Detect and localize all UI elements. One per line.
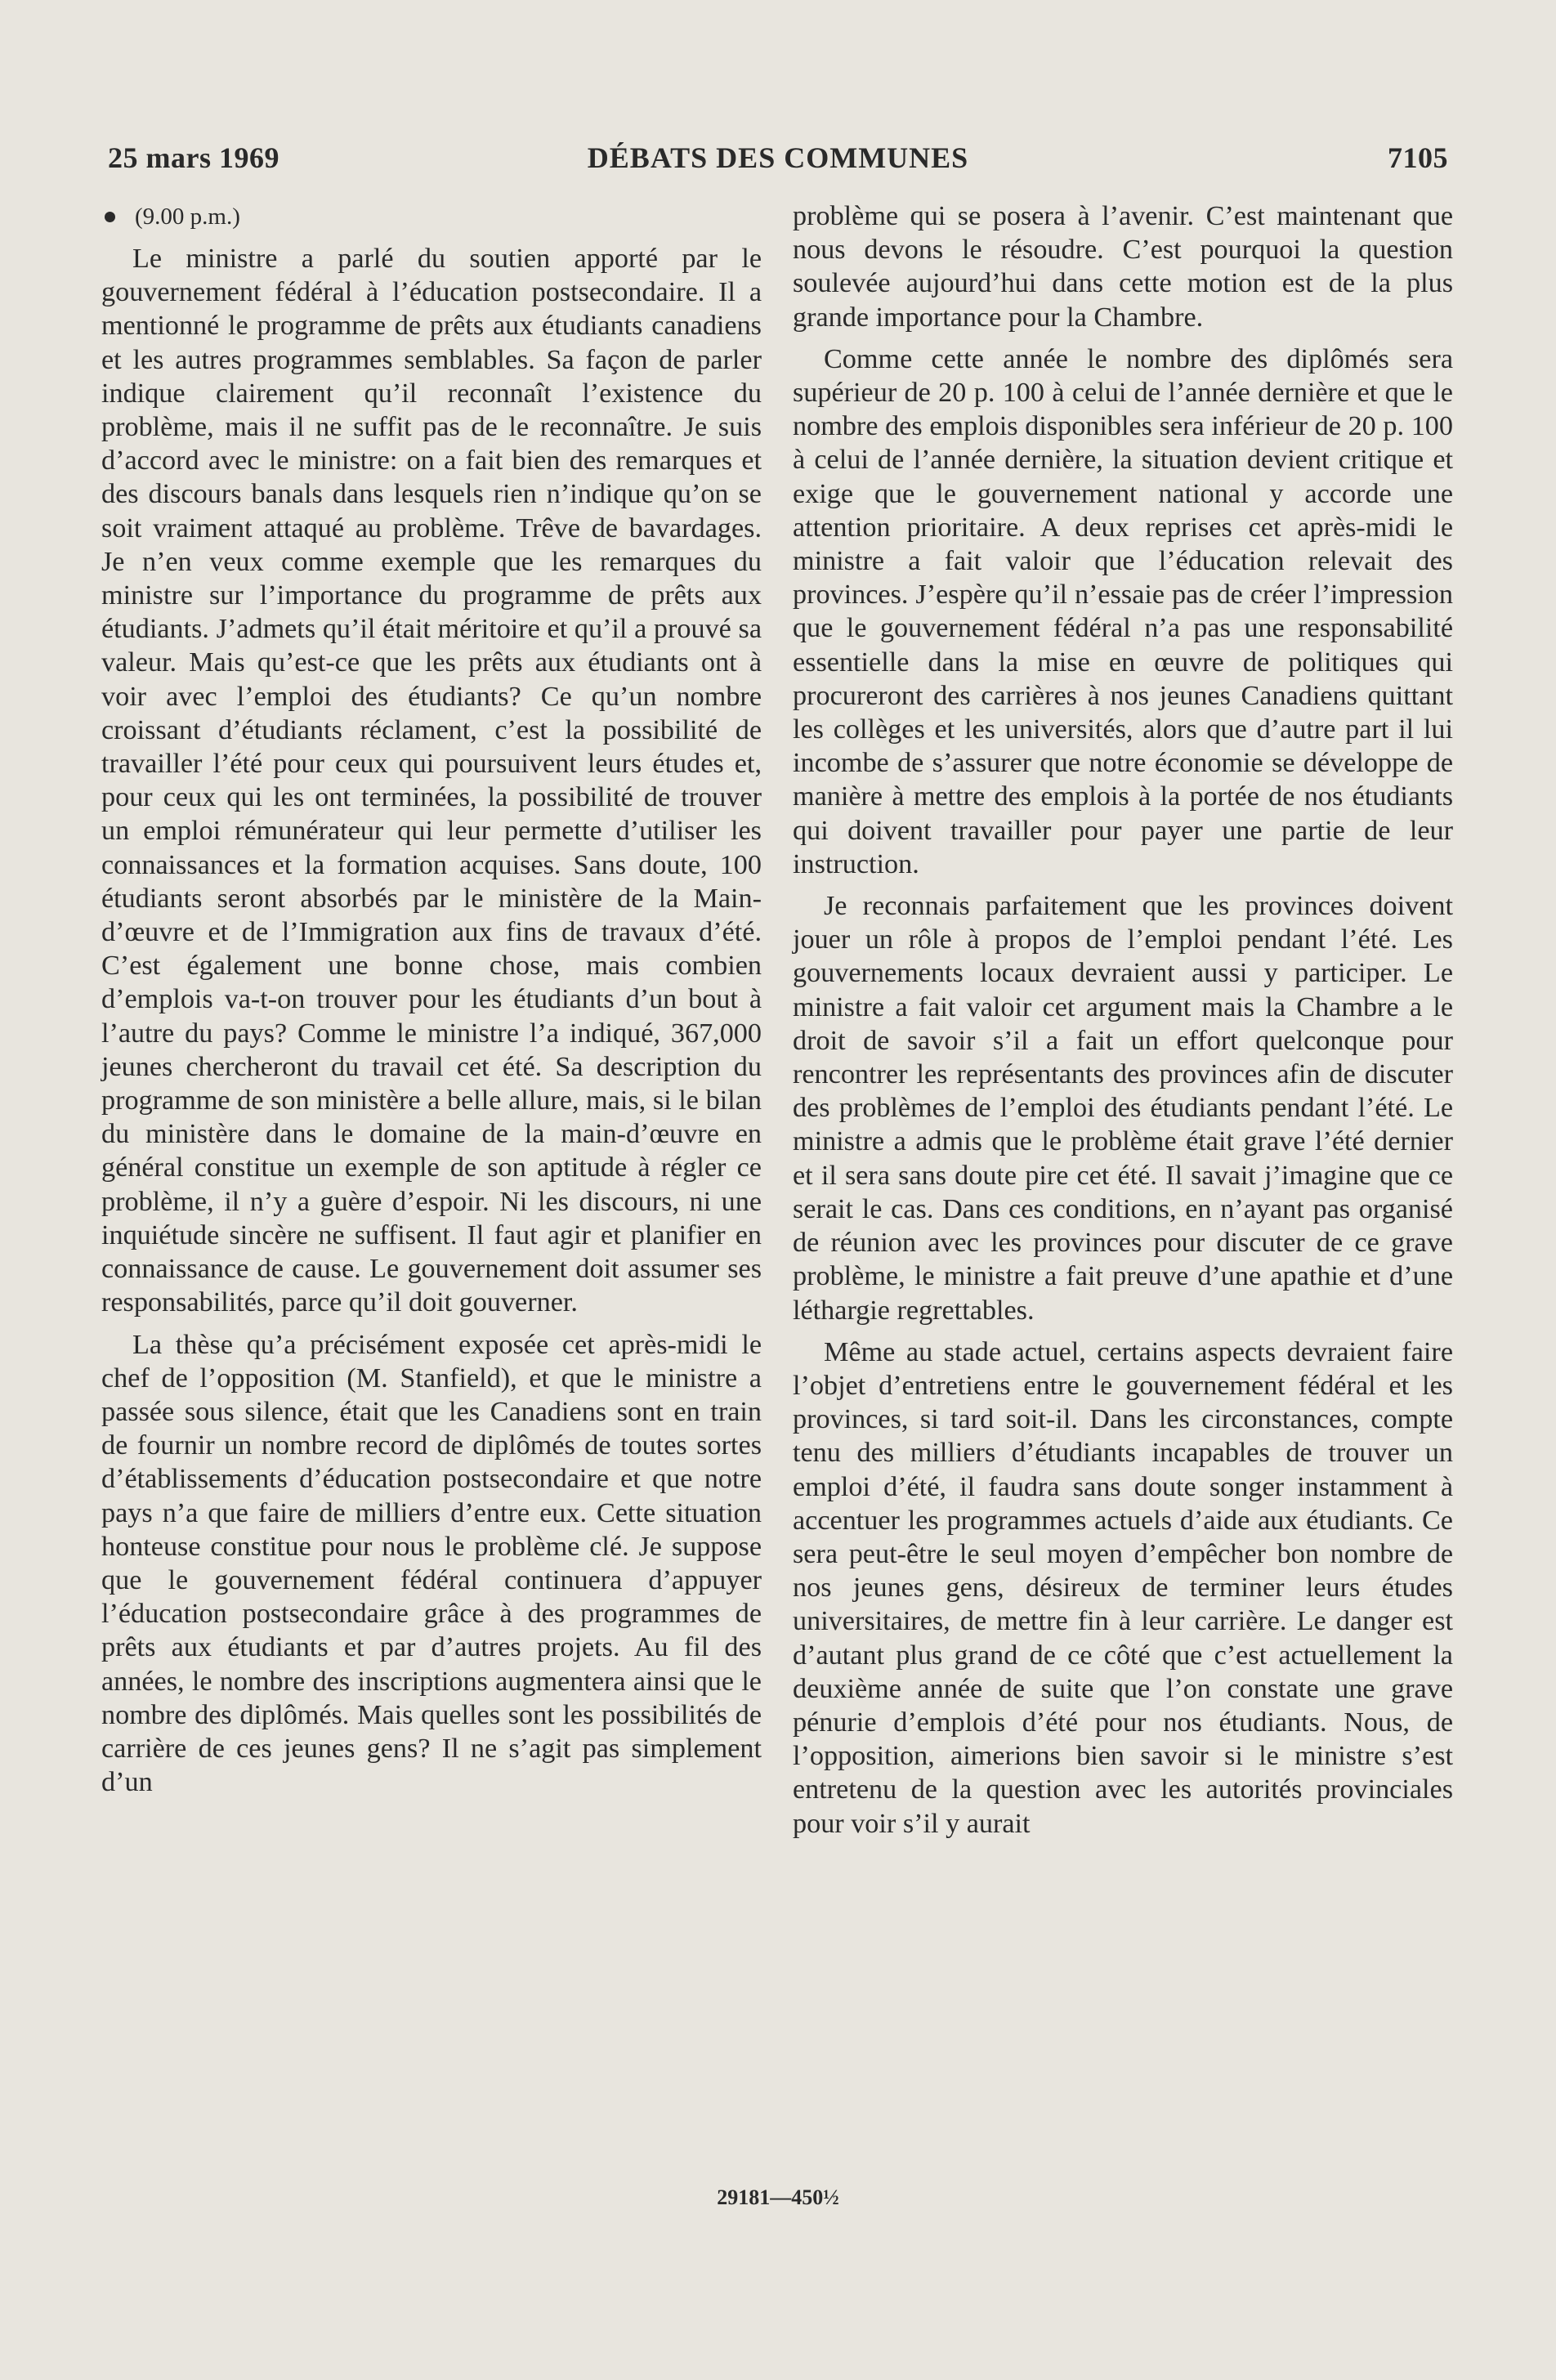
paragraph: Comme cette année le nombre des diplômés sera supérieur de 20 p. 100 à celui de l’année dernière et que le nombre des emplois disponibles sera inférieur de 20 p. 100 à celui de l’année dernière, la situation devient critique et exige que le gouvernement national y accorde une attention prioritaire. A deux reprises cet après-midi le ministre a fait valoir que l’éducation relevait des provinces. J’espère qu’il n’essaie pas de créer l’impression que le gouvernement fédéral n’a pas une responsabilité essentielle dans la mise en œuvre de politiques qui procureront des carrières à nos jeunes Canadiens quittant les collèges et les universités, alors que d’autre part il lui incombe de s’assurer que notre économie se développe de manière à mettre des emplois à la portée de nos étudiants qui doivent travailler pour payer une partie de leur instruction. (793, 343, 1453, 879)
timestamp-text: (9.00 p.m.) (135, 204, 240, 230)
paragraph: La thèse qu’a précisément exposée cet après-midi le chef de l’opposition (M. Stanfield), et que le ministre a passée sous silence, était que les Canadiens sont en train de fournir un nombre record de diplômés de toutes sortes d’établissements d’éducation postsecondaire et que notre pays n’a que faire de milliers d’entre eux. Cette situation honteuse constitue pour nous le problème clé. Je suppose que le gouvernement fédéral continuera d’appuyer l’éducation postsecondaire grâce à des programmes de prêts aux étudiants et par d’autres projets. Au fil des années, le nombre des inscriptions augmentera ainsi que le nombre des diplômés. Mais quelles sont les possibilités de carrière de ces jeunes gens? Il ne s’agit pas simplement d’un (101, 1329, 762, 1798)
page-number: 7105 (1388, 141, 1448, 174)
header-title: DÉBATS DES COMMUNES (587, 141, 969, 174)
bullet-icon (105, 212, 115, 222)
paragraph: Je reconnais parfaitement que les provinces doivent jouer un rôle à propos de l’emploi pendant l’été. Les gouvernements locaux devraient aussi y participer. Le ministre a fait valoir cet argument mais la Chambre a le droit de savoir s’il a fait un effort quelconque pour rencontrer les représentants des provinces afin de discuter des problèmes de l’emploi des étudiants pendant l’été. Le ministre a admis que le problème était grave l’été dernier et il sera sans doute pire cet été. Il savait j’imagine que ce serait le cas. Dans ces conditions, en n’ayant pas organisé de réunion avec les provinces pour discuter de ce grave problème, le ministre a fait preuve d’une apathie et d’une léthargie regrettables. (793, 891, 1453, 1326)
page-header (108, 141, 1448, 181)
paragraph: problème qui se posera à l’avenir. C’est maintenant que nous devons le résoudre. C’est pourquoi la question soulevée aujourd’hui dans cette motion est de la plus grande importance pour la Chambre. (793, 201, 1453, 333)
left-column (101, 199, 762, 1807)
paragraph: Le ministre a parlé du soutien apporté par le gouvernement fédéral à l’éducation postsecondaire. Il a mentionné le programme de prêts aux étudiants canadiens et les autres programmes semblables. Sa façon de parler indique clairement qu’il reconnaît l’existence du problème, mais il ne suffit pas de le reconnaître. Je suis d’accord avec le ministre: on a fait bien des remarques et des discours banals dans lesquels rien n’indique qu’on se soit vraiment attaqué au problème. Trêve de bavardages. Je n’en veux comme exemple que les remarques du ministre sur l’importance du programme de prêts aux étudiants. J’admets qu’il était méritoire et qu’il a prouvé sa valeur. Mais qu’est-ce que les prêts aux étudiants ont à voir avec l’emploi des étudiants? Ce qu’un nombre croissant d’étudiants réclament, c’est la possibilité de travailler l’été pour ceux qui poursuivent leurs études et, pour ceux qui les ont terminées, la possibilité de trouver un emploi rémunérateur qui leur permette d’utiliser les connaissances et la formation acquises. Sans doute, 100 étudiants seront absorbés par le ministère de la Main-d’œuvre et de l’Immigration aux fins de travaux d’été. C’est également une bonne chose, mais combien d’emplois va-t-on trouver pour les étudiants d’un bout à l’autre du pays? Comme le ministre l’a indiqué, 367,000 jeunes chercheront du travail cet été. Sa description du programme de son ministère a belle allure, mais, si le bilan du ministère dans le domaine de la main-d’œuvre en général constitue un exemple de son aptitude à régler ce problème, il n’y a guère d’espoir. Ni les discours, ni une inquiétude sincère ne suffisent. Il faut agir et planifier en connaissance de cause. Le gouvernement doit assumer ses responsabilités, parce qu’il doit gouverner. (101, 244, 762, 1318)
right-column (793, 199, 1453, 1849)
header-date: 25 mars 1969 (108, 141, 279, 174)
paragraph: Même au stade actuel, certains aspects devraient faire l’objet d’entretiens entre le gouvernement fédéral et les provinces, si tard soit-il. Dans les circonstances, compte tenu des milliers d’étudiants incapables de trouver un emploi d’été, il faudra sans doute songer instamment à accentuer les programmes actuels d’aide aux étudiants. Ce sera peut-être le seul moyen d’empêcher bon nombre de nos jeunes gens, désireux de terminer leurs études universitaires, de mettre fin à leur carrière. Le danger est d’autant plus grand de ce côté que c’est actuellement la deuxième année de suite que l’on constate une grave pénurie d’emplois d’été pour nos étudiants. Nous, de l’opposition, aimerions bien savoir si le ministre s’est entretenu de la question avec les autorités provinciales pour voir s’il y aurait (793, 1336, 1453, 1839)
page-footer-code: 29181—450½ (717, 2185, 839, 2209)
timestamp (101, 203, 762, 230)
